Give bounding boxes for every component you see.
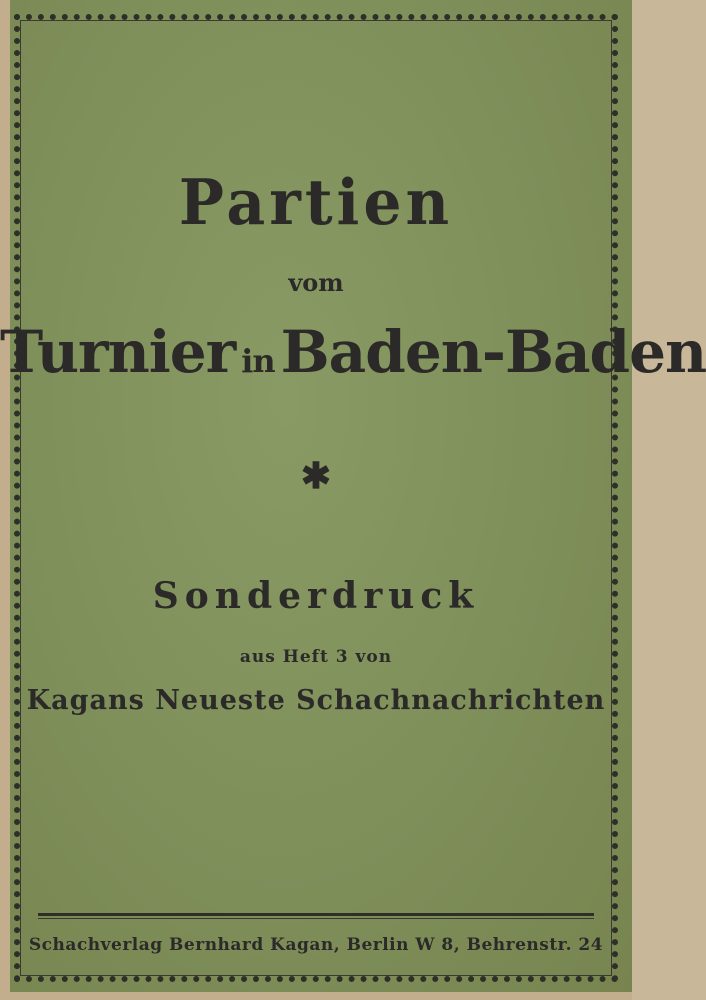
cover-connector-vom: vom [288, 268, 344, 297]
inner-border-line [20, 20, 612, 976]
publisher-imprint: Schachverlag Bernhard Kagan, Berlin W 8, Behrenstr. 24 [28, 935, 604, 955]
headline-in: in [241, 342, 275, 380]
paper-edge-bottom [0, 992, 632, 1000]
footer-rule-thin [38, 918, 594, 919]
headline-turnier: Turnier [0, 318, 236, 386]
cover-title: Partien [178, 166, 454, 240]
footer-rule [38, 913, 594, 916]
sonderdruck-label: Sonderdruck [152, 575, 480, 617]
issue-reference: aus Heft 3 von [239, 647, 393, 667]
magazine-title: Kagans Neueste Schachnachrichten [26, 685, 606, 716]
cover-headline [0, 318, 706, 386]
headline-baden-baden: Baden-Baden [280, 318, 706, 386]
paper-edge-left [0, 0, 10, 1000]
ornament-star-icon: ✱ [300, 455, 332, 497]
